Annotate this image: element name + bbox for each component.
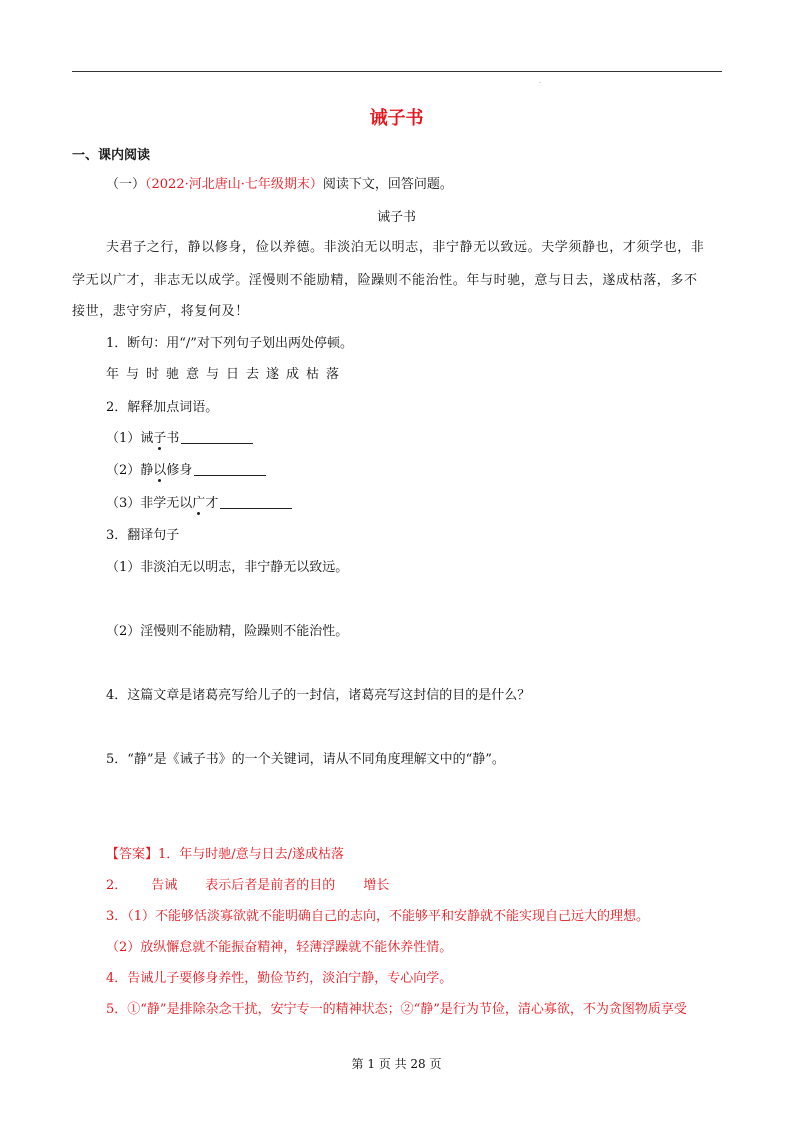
question-1-sentence: 年与时驰意与日去遂成枯落 xyxy=(106,367,347,382)
answer-2 xyxy=(106,876,389,896)
item-number: （2） xyxy=(106,463,141,478)
dotted-word: 以 xyxy=(153,463,167,478)
item-text: 修身 xyxy=(166,463,193,478)
document-title: 诫子书 xyxy=(369,108,424,129)
question-3: 3．翻译句子 xyxy=(106,528,180,543)
answer-blank[interactable] xyxy=(181,429,253,444)
dotted-word: 子 xyxy=(153,431,167,446)
passage-line-3: 接世，悲守穷庐，将复何及！ xyxy=(72,304,249,319)
question-2-item-1 xyxy=(106,429,253,449)
intro-prefix: （一） xyxy=(106,177,146,192)
question-2: 2．解释加点词语。 xyxy=(106,400,219,415)
passage-line-2: 学无以广才，非志无以成学。淫慢则不能励精，险躁则不能治性。年与时驰，意与日去，遂成枯落，多不 xyxy=(72,273,698,288)
dotted-word: 广 xyxy=(192,496,206,511)
item-text: 非学无以 xyxy=(140,496,193,511)
intro-source: （2022·河北唐山·七年级期末） xyxy=(145,177,323,192)
question-4: 4．这篇文章是诸葛亮写给儿子的一封信，诸葛亮写这封信的目的是什么？ xyxy=(106,688,531,703)
passage-line-1: 夫君子之行，静以修身，俭以养德。非淡泊无以明志，非宁静无以致远。夫学须静也，才须学也，非 xyxy=(106,240,705,255)
item-text: 书 xyxy=(166,431,180,446)
answer-2-part-1: 告诫 xyxy=(151,878,178,893)
answer-1-text: 1．年与时驰/意与日去/遂成枯落 xyxy=(158,847,345,862)
question-5: 5．“静”是《诫子书》的一个关键词，请从不同角度理解文中的“静”。 xyxy=(106,752,505,767)
answer-blank[interactable] xyxy=(220,494,292,509)
answer-5: 5．①“静”是排除杂念干扰，安宁专一的精神状态；②“静”是行为节俭，清心寡欲，不为贪图物质享受 xyxy=(106,1002,687,1017)
answer-2-part-3: 增长 xyxy=(363,878,390,893)
answer-2-number: 2． xyxy=(106,878,128,893)
question-2-item-2 xyxy=(106,461,266,481)
item-number: （1） xyxy=(106,431,141,446)
item-number: （3） xyxy=(106,496,141,511)
question-3-item-2: （2）淫慢则不能励精，险躁则不能治性。 xyxy=(106,624,349,639)
item-text: 静 xyxy=(140,463,154,478)
item-text: 才 xyxy=(205,496,219,511)
section-heading: 一、课内阅读 xyxy=(72,148,151,163)
intro-line xyxy=(106,175,453,195)
answer-2-part-2: 表示后者是前者的目的 xyxy=(205,878,336,893)
answer-1 xyxy=(106,845,344,865)
answer-label: 【答案】 xyxy=(106,847,159,862)
passage-title: 诫子书 xyxy=(376,210,416,225)
answer-3-2: （2）放纵懈怠就不能振奋精神，轻薄浮躁就不能休养性情。 xyxy=(106,940,453,955)
answer-3-1: 3．（1）不能够恬淡寡欲就不能明确自己的志向，不能够平和安静就不能实现自己远大的理想。 xyxy=(106,909,650,924)
item-text: 诫 xyxy=(140,431,154,446)
question-2-item-3 xyxy=(106,494,292,514)
answer-4: 4．告诫儿子要修身养性，勤俭节约，淡泊宁静，专心向学。 xyxy=(106,971,453,986)
question-1: 1．断句：用“/”对下列句子划出两处停顿。 xyxy=(106,336,353,351)
intro-text: 阅读下文，回答问题。 xyxy=(322,177,453,192)
header-rule xyxy=(72,71,722,72)
question-3-item-1: （1）非淡泊无以明志，非宁静无以致远。 xyxy=(106,560,349,575)
page-footer: 第 1 页 共 28 页 xyxy=(351,1057,442,1071)
header-mark: · xyxy=(539,80,541,87)
answer-blank[interactable] xyxy=(194,461,266,476)
